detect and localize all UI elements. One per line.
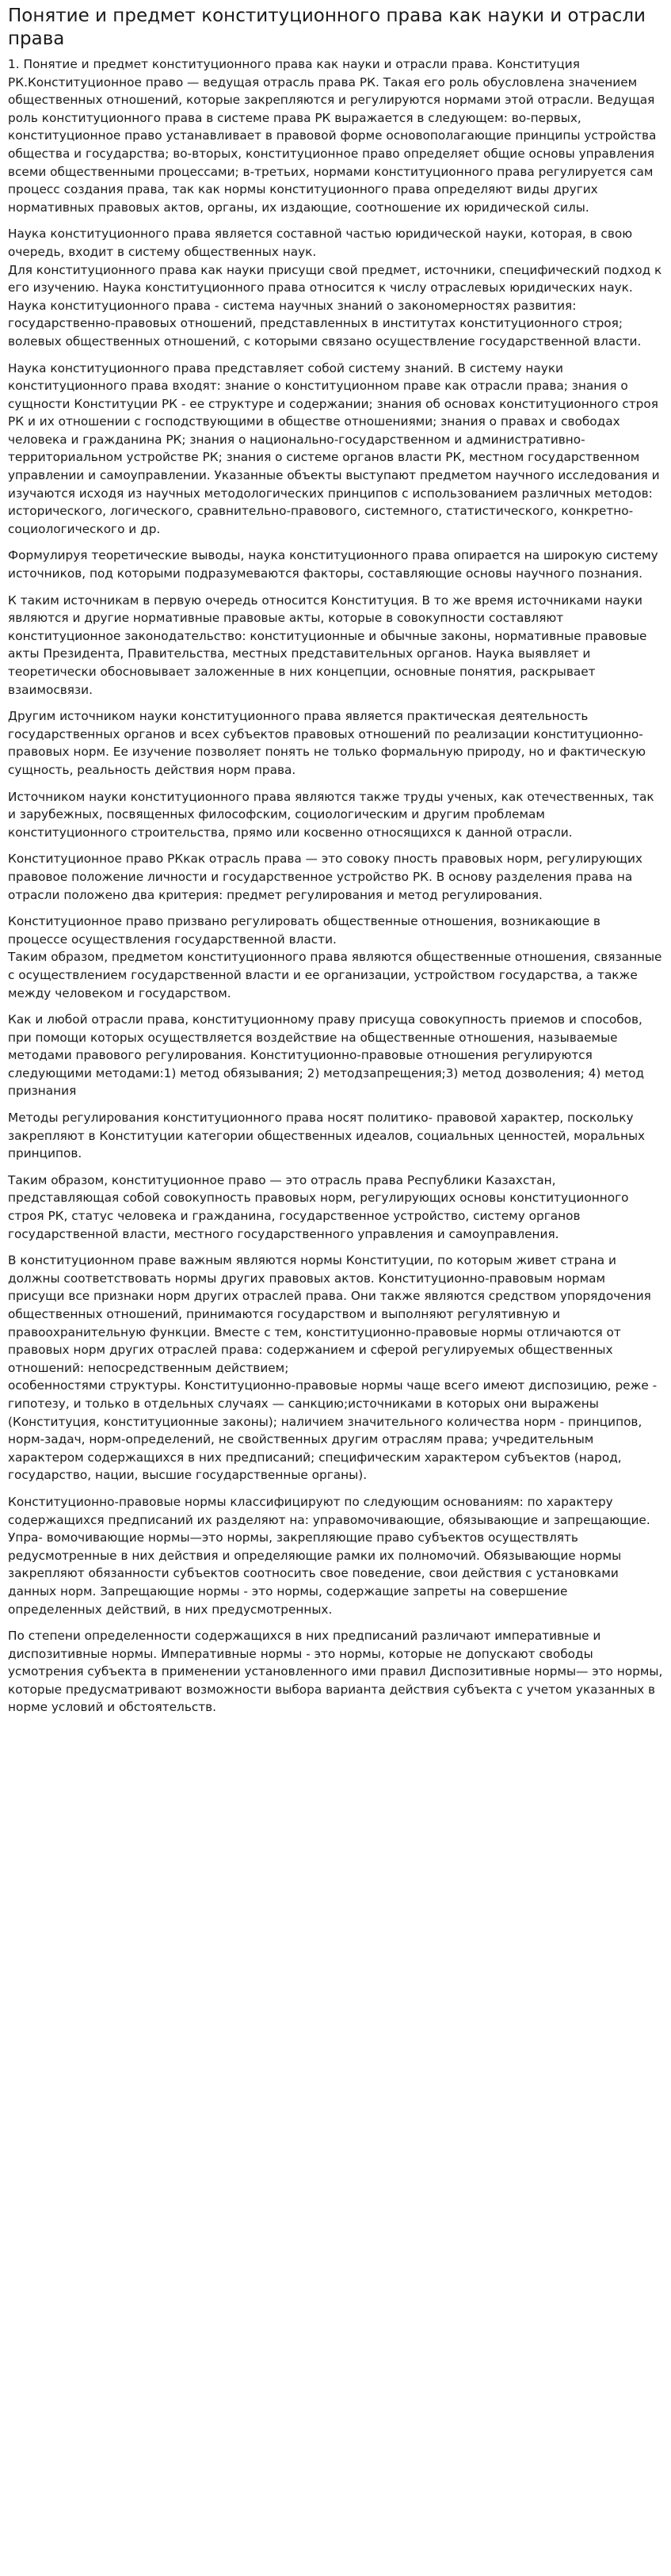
paragraph-15: По степени определенности содержащихся в них предписаний различают императивные и диспозитивные нормы. Императивные нормы - это нормы, которые не допускают свободы усмотрения субъекта в применении установленного ими правил Диспозитивные нормы— это нормы, которые предусматривают возможности выбора варианта действия субъекта с учетом указанных в норме условий и обстоятельств. [8,1629,663,1715]
page-title: Понятие и предмет конституционного права как науки и отрасли права [8,6,646,49]
paragraph-9: Конституционное право призвано регулировать общественные отношения, возникающие в процессе осуществления государственной власти. Таким образом, предметом конституционного права являются общественные отношения, связанные с осуществлением государственной власти и ее организации, устройством государства, а также между человеком и государством. [8,914,662,1000]
paragraph-12: Таким образом, конституционное право — это отрасль права Республики Казахстан, представляющая собой совокупность правовых норм, регулирующих основы конституционного строя РК, статус человека и гражданина, государственное устройство, систему органов государственной власти, местного государственного управления и самоуправления. [8,1172,629,1241]
paragraph-11: Методы регулирования конституционного права носят политико- правовой характер, поскольку закрепляют в Конституции категории общественных идеалов, социальных ценностей, моральных принципов. [8,1111,646,1161]
paragraph-1: 1. Понятие и предмет конституционного права как науки и отрасли права. Конституция РК.Конституционное право — ведущая отрасль права РК. Такая его роль обусловлена значением общественных отношений, которые закрепляются и регулируются нормами этой отрасли. Ведущая роль конституционного права в системе права РК выражается в следующем: во-первых, конституционное право устанавливает в правовой форме основополагающие принципы устройства общества и государства; во-вторых, конституционное право определяет общие основы управления всеми общественными процессами; в-третьих, нормами конституционного права регулируется сам процесс создания права, так как нормы конституционного права определяют виды других нормативных правовых актов, органы, их издающие, соотношение их юридической силы. [8,57,657,215]
paragraph-6: Другим источником науки конституционного права является практическая деятельность государственных органов и всех субъектов правовых отношений по реализации конституционно-правовых норм. Ее изучение позволяет понять не только формальную природу, но и фактическую сущность, реальность действия норм права. [8,709,646,777]
paragraph-7: Источником науки конституционного права являются также труды ученых, как отечественных, так и зарубежных, посвященных философским, социологическим и другим проблемам конституционного строительства, прямо или косвенно относящихся к данной отрасли. [8,789,654,840]
paragraph-10: Как и любой отрасли права, конституционному праву присуща совокупность приемов и способов, при помощи которых осуществляется воздействие на общественные отношения, называемые методами правового регулирования. Конституционно-правовые отношения регулируются следующими методами:1) метод обязывания; 2) методзапрещения;3) метод дозволения; 4) метод признания [8,1012,645,1099]
paragraph-14: Конституционно-правовые нормы классифицируют по следующим основаниям: по характеру содержащихся предписаний их разделяют на: управомочивающие, обязывающие и запрещающие. Упра- вомочивающие нормы—это нормы, закрепляющие право субъектов осуществлять редусмотренные в них действия и определяющие рамки их полномочий. Обязывающие нормы закрепляют обязанности субъектов соотносить свое поведение, свои действия с установками данных норм. Запрещающие нормы - это нормы, содержащие запреты на совершение определенных действий, в них предусмотренных. [8,1494,650,1617]
paragraph-3: Наука конституционного права представляет собой систему знаний. В систему науки конституционного права входят: знание о конституционном праве как отрасли права; знания о сущности Конституции РК - ее структуре и содержании; знания об основах конституционного строя РК и их отношении с господствующими в обществе отношениями; знания о правах и свободах человека и гражданина РК; знания о национально-государственном и административно-территориальном устройстве РК; знания о системе органов власти РК, местном государственном управлении и самоуправлении. Указанные объекты выступают предметом научного исследования и изучаются исходя из научных методологических принципов с использованием различных методов: исторического, логического, сравнительно-правового, системного, статистического, конкретно-социологического и др. [8,360,660,536]
paragraph-13: В конституционном праве важным являются нормы Конституции, по которым живет страна и должны соответствовать нормы других правовых актов. Конституционно-правовым нормам присущи все признаки норм других отраслей права. Они также являются средством упорядочения общественных отношений, принимаются государством и выполняют регулятивную и правоохранительную функции. Вместе с тем, конституционно-правовые нормы отличаются от правовых норм других отраслей права: содержанием и сферой регулируемых общественных отношений: непосредственным действием; особенностями структуры. Конституционно-правовые нормы чаще всего имеют диспозицию, реже - гипотезу, и только в отдельных случаях — санкцию;источниками в которых они выражены (Конституция, конституционные законы); наличием значительного количества норм - принципов, норм-задач, норм-определений, не свойственных другим отраслям права; учредительным характером содержащихся в них предписаний; специфическим характером субъектов (народ, государство, нации, высшие государственные органы). [8,1253,658,1483]
paragraph-4: Формулируя теоретические выводы, наука конституционного права опирается на широкую систему источников, под которыми подразумеваются факторы, составляющие основы научного познания. [8,548,658,581]
article-body [8,55,663,1717]
paragraph-5: К таким источникам в первую очередь относится Конституция. В то же время источниками науки являются и другие нормативные правовые акты, которые в совокупности составляют конституционное законодательство: конституционные и обычные законы, нормативные правовые акты Президента, Правительства, местных представительных органов. Наука выявляет и теоретически обосновывает заложенные в них концепции, основные понятия, раскрывает взаимосвязи. [8,593,647,697]
paragraph-2: Наука конституционного права является составной частью юридической науки, которая, в свою очередь, входит в систему общественных наук. Для конституционного права как науки присущи свой предмет, источники, специфический подход к его изучению. Наука конституционного права относится к числу отраслевых юридических наук. Наука конституционного права - система научных знаний о закономерностях развития: государственно-правовых отношений, представленных в институтах конституционного строя; волевых общественных отношений, с которыми связано осуществление государственной власти. [8,227,662,349]
paragraph-8: Конституционное право РКкак отрасль права — это совоку пность правовых норм, регулирующих правовое положение личности и государственное устройство РК. В основу разделения права на отрасли положено два критерия: предмет регулирования и метод регулирования. [8,852,642,902]
